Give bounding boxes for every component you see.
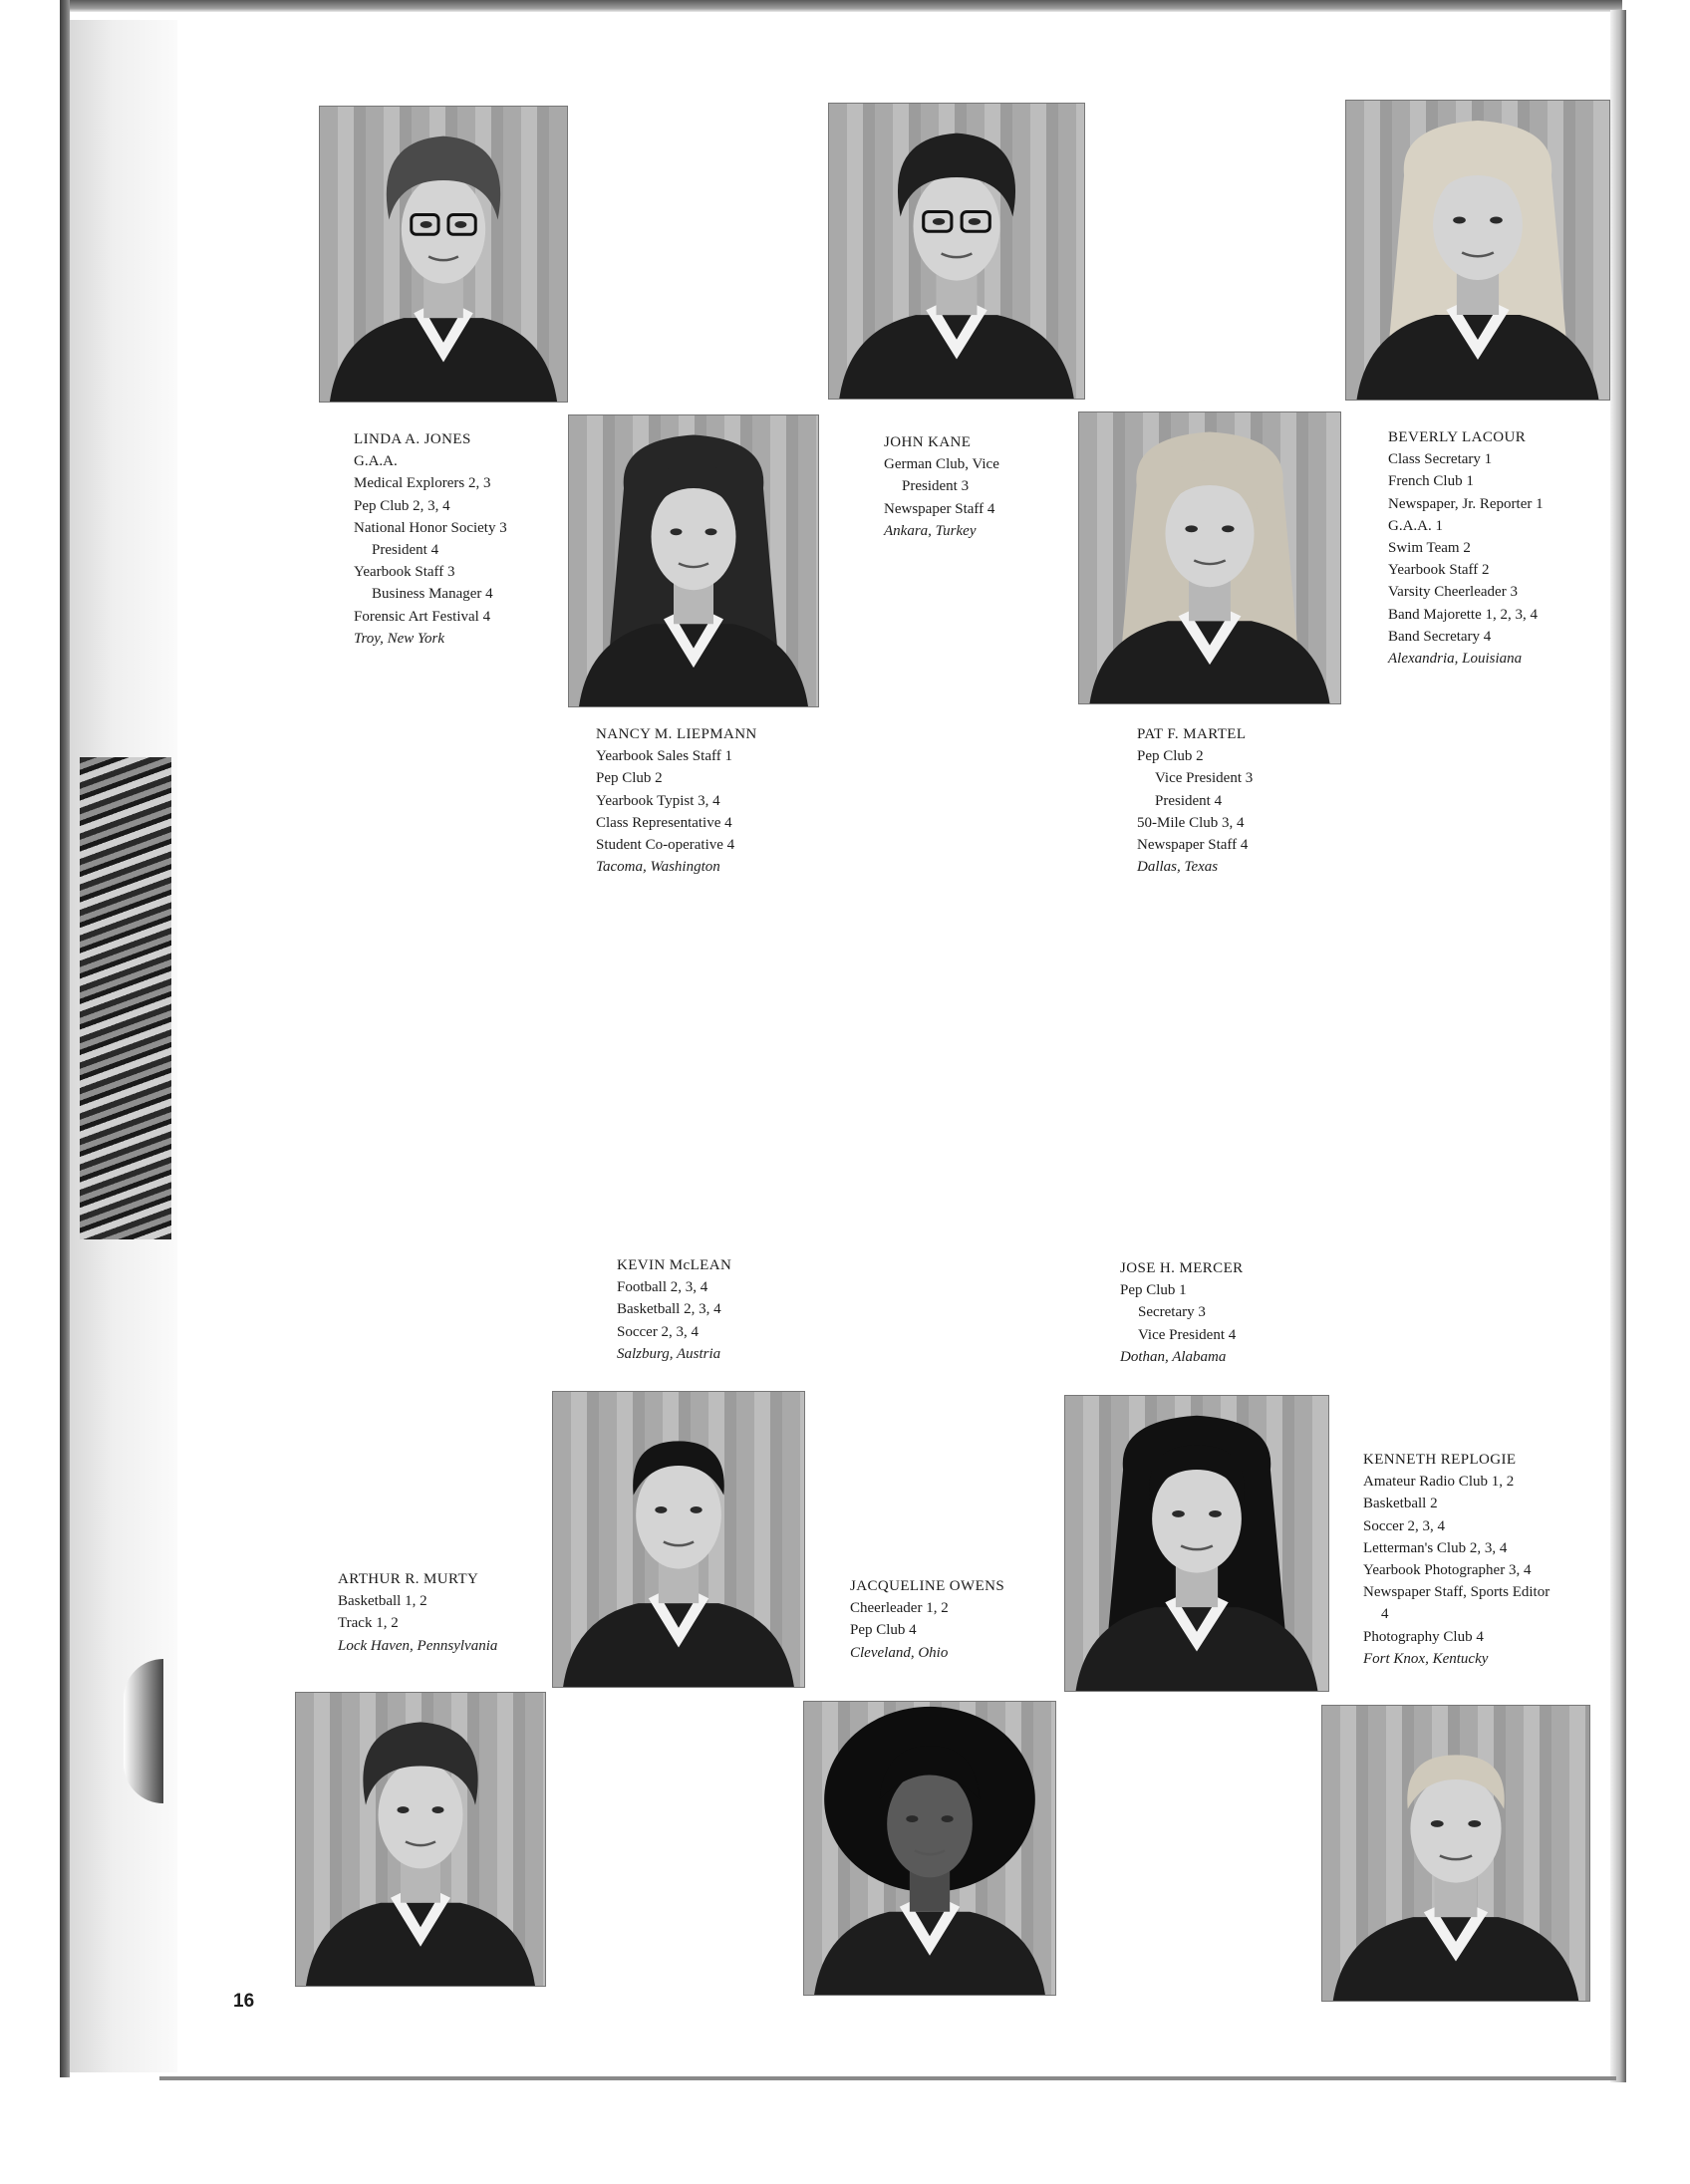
activity-line: Cheerleader 1, 2 xyxy=(850,1600,949,1617)
student-name: PAT F. MARTEL xyxy=(1137,726,1247,742)
activity-line: Secretary 3 xyxy=(1138,1304,1206,1321)
portrait-figure xyxy=(1079,412,1340,703)
facing-page-photo-edge-lower xyxy=(124,1659,163,1803)
eye-shape xyxy=(1209,1510,1222,1517)
binding-shadow xyxy=(60,0,70,2077)
eye-shape xyxy=(1185,525,1198,532)
face-shape xyxy=(1410,1774,1501,1883)
eye-shape xyxy=(1468,1820,1481,1827)
activity-line: Yearbook Staff 3 xyxy=(354,564,455,581)
face-shape xyxy=(1152,1465,1242,1573)
activity-line: Forensic Art Festival 4 xyxy=(354,608,491,625)
activity-line: President 3 xyxy=(902,478,970,495)
portrait-kenneth-replogie xyxy=(1321,1705,1590,2002)
portrait-arthur-murty xyxy=(295,1692,546,1987)
eye-shape xyxy=(1490,217,1503,224)
page-number: 16 xyxy=(233,1991,255,2012)
activity-line: Basketball 2 xyxy=(1363,1496,1438,1512)
activity-line: Letterman's Club 2, 3, 4 xyxy=(1363,1539,1508,1556)
activity-line: Pep Club 2 xyxy=(1137,748,1204,765)
activity-line: Varsity Cheerleader 3 xyxy=(1388,584,1518,601)
facing-page-photo-edge xyxy=(80,757,171,1239)
student-name: JOHN KANE xyxy=(884,434,972,450)
eye-shape xyxy=(432,1806,444,1813)
portrait-linda-jones xyxy=(319,106,568,403)
student-name: JOSE H. MERCER xyxy=(1120,1260,1244,1276)
activity-line: Yearbook Staff 2 xyxy=(1388,562,1490,579)
activity-line: President 4 xyxy=(372,542,439,559)
portrait-beverly-lacour xyxy=(1345,100,1610,401)
eye-shape xyxy=(942,1815,954,1822)
activity-line: Newspaper, Jr. Reporter 1 xyxy=(1388,495,1544,512)
eye-shape xyxy=(691,1506,703,1513)
face-shape xyxy=(652,483,736,590)
activity-line: French Club 1 xyxy=(1388,473,1474,490)
activity-line: Soccer 2, 3, 4 xyxy=(617,1323,700,1340)
activity-line: Student Co-operative 4 xyxy=(596,837,735,854)
portrait-figure xyxy=(320,107,567,402)
hometown: Tacoma, Washington xyxy=(596,859,720,876)
activity-line: Vice President 4 xyxy=(1138,1326,1237,1343)
eye-shape xyxy=(1172,1510,1185,1517)
student-caption xyxy=(596,723,757,878)
face-shape xyxy=(1165,480,1254,587)
portrait-jose-mercer xyxy=(1064,1395,1329,1692)
portrait-figure xyxy=(296,1693,545,1986)
activity-line: Basketball 2, 3, 4 xyxy=(617,1301,721,1318)
eye-shape xyxy=(671,528,683,535)
activity-line: German Club, Vice xyxy=(884,456,999,473)
eye-shape xyxy=(1453,217,1466,224)
eye-shape xyxy=(906,1815,918,1822)
scan-right-edge xyxy=(1610,10,1626,2082)
student-name: JACQUELINE OWENS xyxy=(850,1578,1005,1594)
activity-line: Yearbook Typist 3, 4 xyxy=(596,792,720,809)
face-shape xyxy=(913,172,999,281)
eye-shape xyxy=(454,221,466,228)
activity-line: Band Secretary 4 xyxy=(1388,628,1492,645)
face-shape xyxy=(379,1762,463,1869)
portrait-nancy-liepmann xyxy=(568,414,819,707)
portrait-jacqueline-owens xyxy=(803,1701,1056,1996)
activity-line: Business Manager 4 xyxy=(372,586,493,603)
eye-shape xyxy=(705,528,717,535)
activity-line: Class Secretary 1 xyxy=(1388,451,1493,468)
activity-line: Pep Club 4 xyxy=(850,1622,917,1639)
activity-line: Class Representative 4 xyxy=(596,814,732,831)
eye-shape xyxy=(421,221,432,228)
activity-line: Amateur Radio Club 1, 2 xyxy=(1363,1474,1515,1491)
student-caption xyxy=(884,431,999,542)
hometown: Dothan, Alabama xyxy=(1120,1348,1227,1365)
activity-line: Band Majorette 1, 2, 3, 4 xyxy=(1388,606,1538,623)
eye-shape xyxy=(969,218,981,225)
hometown: Lock Haven, Pennsylvania xyxy=(338,1637,498,1654)
activity-line: Track 1, 2 xyxy=(338,1615,399,1632)
activity-line: Vice President 3 xyxy=(1155,770,1254,787)
activity-line: Photography Club 4 xyxy=(1363,1628,1484,1645)
portrait-figure xyxy=(804,1702,1055,1995)
hometown: Alexandria, Louisiana xyxy=(1388,651,1523,668)
portrait-john-kane xyxy=(828,103,1085,400)
hometown: Fort Knox, Kentucky xyxy=(1363,1650,1489,1667)
student-caption xyxy=(850,1575,1004,1664)
activity-line: Medical Explorers 2, 3 xyxy=(354,475,491,492)
activity-line: Pep Club 1 xyxy=(1120,1282,1187,1299)
activity-line: Newspaper Staff 4 xyxy=(884,500,995,517)
activity-line: President 4 xyxy=(1155,792,1223,809)
student-name: BEVERLY LACOUR xyxy=(1388,429,1527,445)
eye-shape xyxy=(398,1806,410,1813)
activity-line: Soccer 2, 3, 4 xyxy=(1363,1517,1446,1534)
portrait-kevin-mclean xyxy=(552,1391,805,1688)
portrait-figure xyxy=(1065,1396,1328,1691)
eye-shape xyxy=(1431,1820,1444,1827)
activity-line: Football 2, 3, 4 xyxy=(617,1279,708,1296)
activity-line: Swim Team 2 xyxy=(1388,540,1471,557)
hometown: Dallas, Texas xyxy=(1137,859,1219,876)
face-shape xyxy=(402,175,485,284)
activity-line: G.A.A. xyxy=(354,453,398,470)
eye-shape xyxy=(933,218,945,225)
face-shape xyxy=(1433,170,1523,280)
activity-line: Pep Club 2 xyxy=(596,770,663,787)
portrait-pat-martel xyxy=(1078,411,1341,704)
student-caption xyxy=(1363,1449,1549,1670)
hometown: Troy, New York xyxy=(354,630,445,647)
face-shape xyxy=(636,1461,721,1569)
hometown: Cleveland, Ohio xyxy=(850,1644,949,1661)
portrait-figure xyxy=(553,1392,804,1687)
hometown: Salzburg, Austria xyxy=(617,1345,721,1362)
activity-line: 4 xyxy=(1381,1606,1389,1623)
portrait-figure xyxy=(569,415,818,706)
student-name: NANCY M. LIEPMANN xyxy=(596,726,757,742)
activity-line: National Honor Society 3 xyxy=(354,519,507,536)
eye-shape xyxy=(655,1506,667,1513)
student-name: ARTHUR R. MURTY xyxy=(338,1571,479,1587)
portrait-figure xyxy=(1322,1706,1589,2001)
student-name: KENNETH REPLOGIE xyxy=(1363,1452,1517,1468)
scan-top-edge xyxy=(60,0,1622,12)
activity-line: Pep Club 2, 3, 4 xyxy=(354,497,450,514)
portrait-figure xyxy=(829,104,1084,399)
activity-line: Basketball 1, 2 xyxy=(338,1593,427,1610)
eye-shape xyxy=(1222,525,1235,532)
portrait-figure xyxy=(1346,101,1609,400)
student-name: KEVIN McLEAN xyxy=(617,1257,732,1273)
face-shape xyxy=(887,1771,973,1878)
student-caption xyxy=(1388,426,1544,670)
student-caption xyxy=(338,1568,497,1657)
activity-line: G.A.A. 1 xyxy=(1388,517,1443,534)
student-caption xyxy=(617,1254,731,1365)
hometown: Ankara, Turkey xyxy=(884,522,977,539)
student-name: LINDA A. JONES xyxy=(354,431,471,447)
activity-line: Yearbook Sales Staff 1 xyxy=(596,748,732,765)
activity-line: Newspaper Staff 4 xyxy=(1137,837,1249,854)
student-caption xyxy=(1120,1257,1244,1368)
activity-line: Newspaper Staff, Sports Editor xyxy=(1363,1584,1550,1601)
student-caption xyxy=(1137,723,1253,878)
scan-bottom-edge xyxy=(159,2076,1616,2080)
activity-line: Yearbook Photographer 3, 4 xyxy=(1363,1562,1532,1579)
activity-line: 50-Mile Club 3, 4 xyxy=(1137,814,1245,831)
student-caption xyxy=(354,428,507,650)
